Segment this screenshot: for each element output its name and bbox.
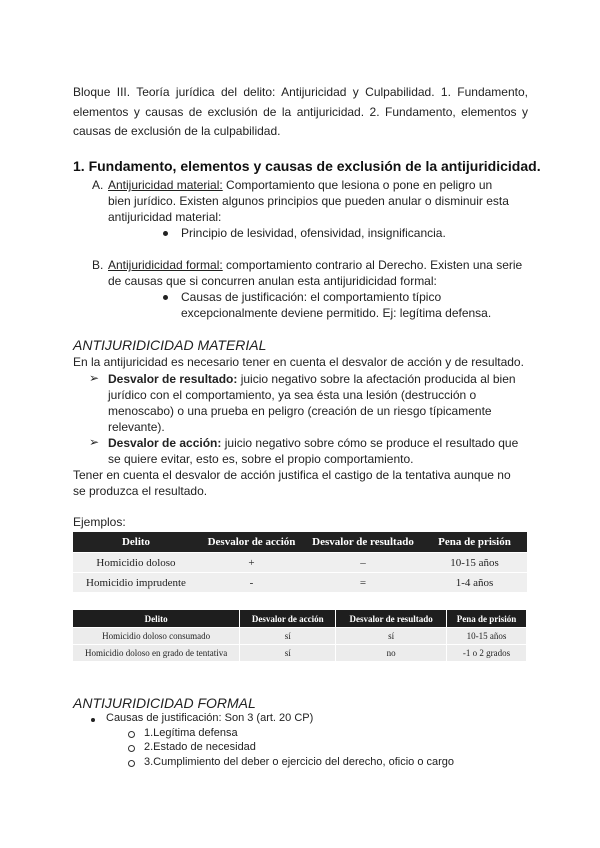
formal-subitem: 2.Estado de necesidad: [144, 741, 256, 753]
col-header: Desvalor de acción: [199, 532, 304, 553]
table-cell: no: [336, 645, 447, 662]
table-cell: Homicidio doloso en grado de tentativa: [73, 645, 240, 662]
circle-bullet-icon: [128, 745, 135, 752]
item-a-line3: antijuricidad material:: [108, 210, 222, 224]
item-b-bullet-line2: excepcionalmente deviene permitido. Ej: legítima defensa.: [181, 306, 492, 320]
table-header-row: [73, 532, 527, 553]
formal-title: ANTIJURIDICIDAD FORMAL: [73, 695, 256, 711]
formal-subitem: 1.Legítima defensa: [144, 727, 238, 739]
material-title: ANTIJURIDICIDAD MATERIAL: [73, 337, 267, 353]
intro-paragraph: Bloque III. Teoría jurídica del delito: Antijuricidad y Culpabilidad. 1. Fundamento, elementos y causas de exclusión de la antijuricidad. 2. Fundamento, elementos y causas de exclusión de la culpabilidad.: [73, 85, 528, 138]
table-row: [73, 628, 527, 645]
note-line1: Tener en cuenta el desvalor de acción justifica el castigo de la tentativa aunque no: [73, 468, 511, 482]
col-header: Desvalor de resultado: [304, 532, 422, 553]
note-line2: se produzca el resultado.: [73, 484, 208, 498]
resultado-line4: relevante).: [108, 420, 165, 434]
item-b-line2: de causas que si concurren anulan esta antijuridicidad formal:: [108, 274, 437, 288]
accion-term: Desvalor de acción:: [108, 436, 222, 450]
examples-label: Ejemplos:: [73, 515, 126, 529]
section-heading: 1. Fundamento, elementos y causas de exclusión de la antijuridicidad.: [73, 158, 541, 174]
resultado-line3: menoscabo) o una prueba en peligro (creación de un riesgo típicamente: [108, 404, 492, 418]
item-b-text1: comportamiento contrario al Derecho. Existen una serie: [222, 258, 523, 272]
col-header: Delito: [73, 610, 240, 628]
col-header: Desvalor de acción: [240, 610, 336, 628]
table-cell: +: [199, 553, 304, 573]
item-a-line1: [108, 177, 492, 193]
item-a-text1: Comportamiento que lesiona o pone en peligro un: [222, 178, 493, 192]
resultado-term: Desvalor de resultado:: [108, 372, 238, 386]
formal-subitem: 3.Cumplimiento del deber o ejercicio del derecho, oficio o cargo: [144, 756, 455, 768]
table-cell: -1 o 2 grados: [447, 645, 527, 662]
table-cell: sí: [240, 645, 336, 662]
table-cell: –: [304, 553, 422, 573]
item-a-line2: bien jurídico. Existen algunos principios que pueden anular o disminuir esta: [108, 194, 509, 208]
resultado-line2: jurídico con el comportamiento, ya sea ésta una lesión (destrucción o: [108, 388, 477, 402]
arrow-bullet-icon: ➢: [89, 371, 100, 385]
table-row: [73, 645, 527, 662]
col-header: Desvalor de resultado: [336, 610, 447, 628]
item-b-bullet-line1: Causas de justificación: el comportamiento típico: [181, 290, 442, 304]
bullet-icon: [91, 718, 95, 722]
bullet-icon: [163, 295, 168, 300]
table-cell: 1-4 años: [422, 573, 527, 593]
bullet-icon: [163, 231, 168, 236]
item-a-bullet: Principio de lesividad, ofensividad, insignificancia.: [181, 226, 446, 240]
table-cell: 10-15 años: [422, 553, 527, 573]
item-a-term: Antijuricidad material:: [108, 178, 223, 192]
item-b-marker: B.: [92, 258, 104, 272]
resultado-line1: [108, 371, 516, 387]
table-cell: sí: [336, 628, 447, 645]
table-cell: Homicidio doloso: [73, 553, 199, 573]
arrow-bullet-icon: ➢: [89, 435, 100, 449]
col-header: Delito: [73, 532, 199, 553]
table-header-row: [73, 610, 527, 628]
example-table-2: [73, 610, 527, 661]
formal-bullet: Causas de justificación: Son 3 (art. 20 CP): [106, 712, 314, 724]
resultado-text1: juicio negativo sobre la afectación producida al bien: [237, 372, 516, 386]
item-b-line1: [108, 257, 522, 273]
circle-bullet-icon: [128, 731, 135, 738]
table-cell: sí: [240, 628, 336, 645]
circle-bullet-icon: [128, 760, 135, 767]
table-cell: Homicidio doloso consumado: [73, 628, 240, 645]
material-intro: En la antijuricidad es necesario tener en cuenta el desvalor de acción y de resultado.: [73, 355, 524, 369]
accion-line2: se quiere evitar, esto es, sobre el propio comportamiento.: [108, 452, 414, 466]
col-header: Pena de prisión: [422, 532, 527, 553]
table-row: [73, 553, 527, 573]
col-header: Pena de prisión: [447, 610, 527, 628]
item-a-marker: A.: [92, 178, 104, 192]
table-row: [73, 573, 527, 593]
table-cell: Homicidio imprudente: [73, 573, 199, 593]
example-table-1: [73, 532, 527, 592]
table-cell: =: [304, 573, 422, 593]
accion-text1: juicio negativo sobre cómo se produce el resultado que: [221, 436, 519, 450]
table-cell: 10-15 años: [447, 628, 527, 645]
table-cell: -: [199, 573, 304, 593]
accion-line1: [108, 435, 518, 451]
item-b-term: Antijuridicidad formal:: [108, 258, 223, 272]
